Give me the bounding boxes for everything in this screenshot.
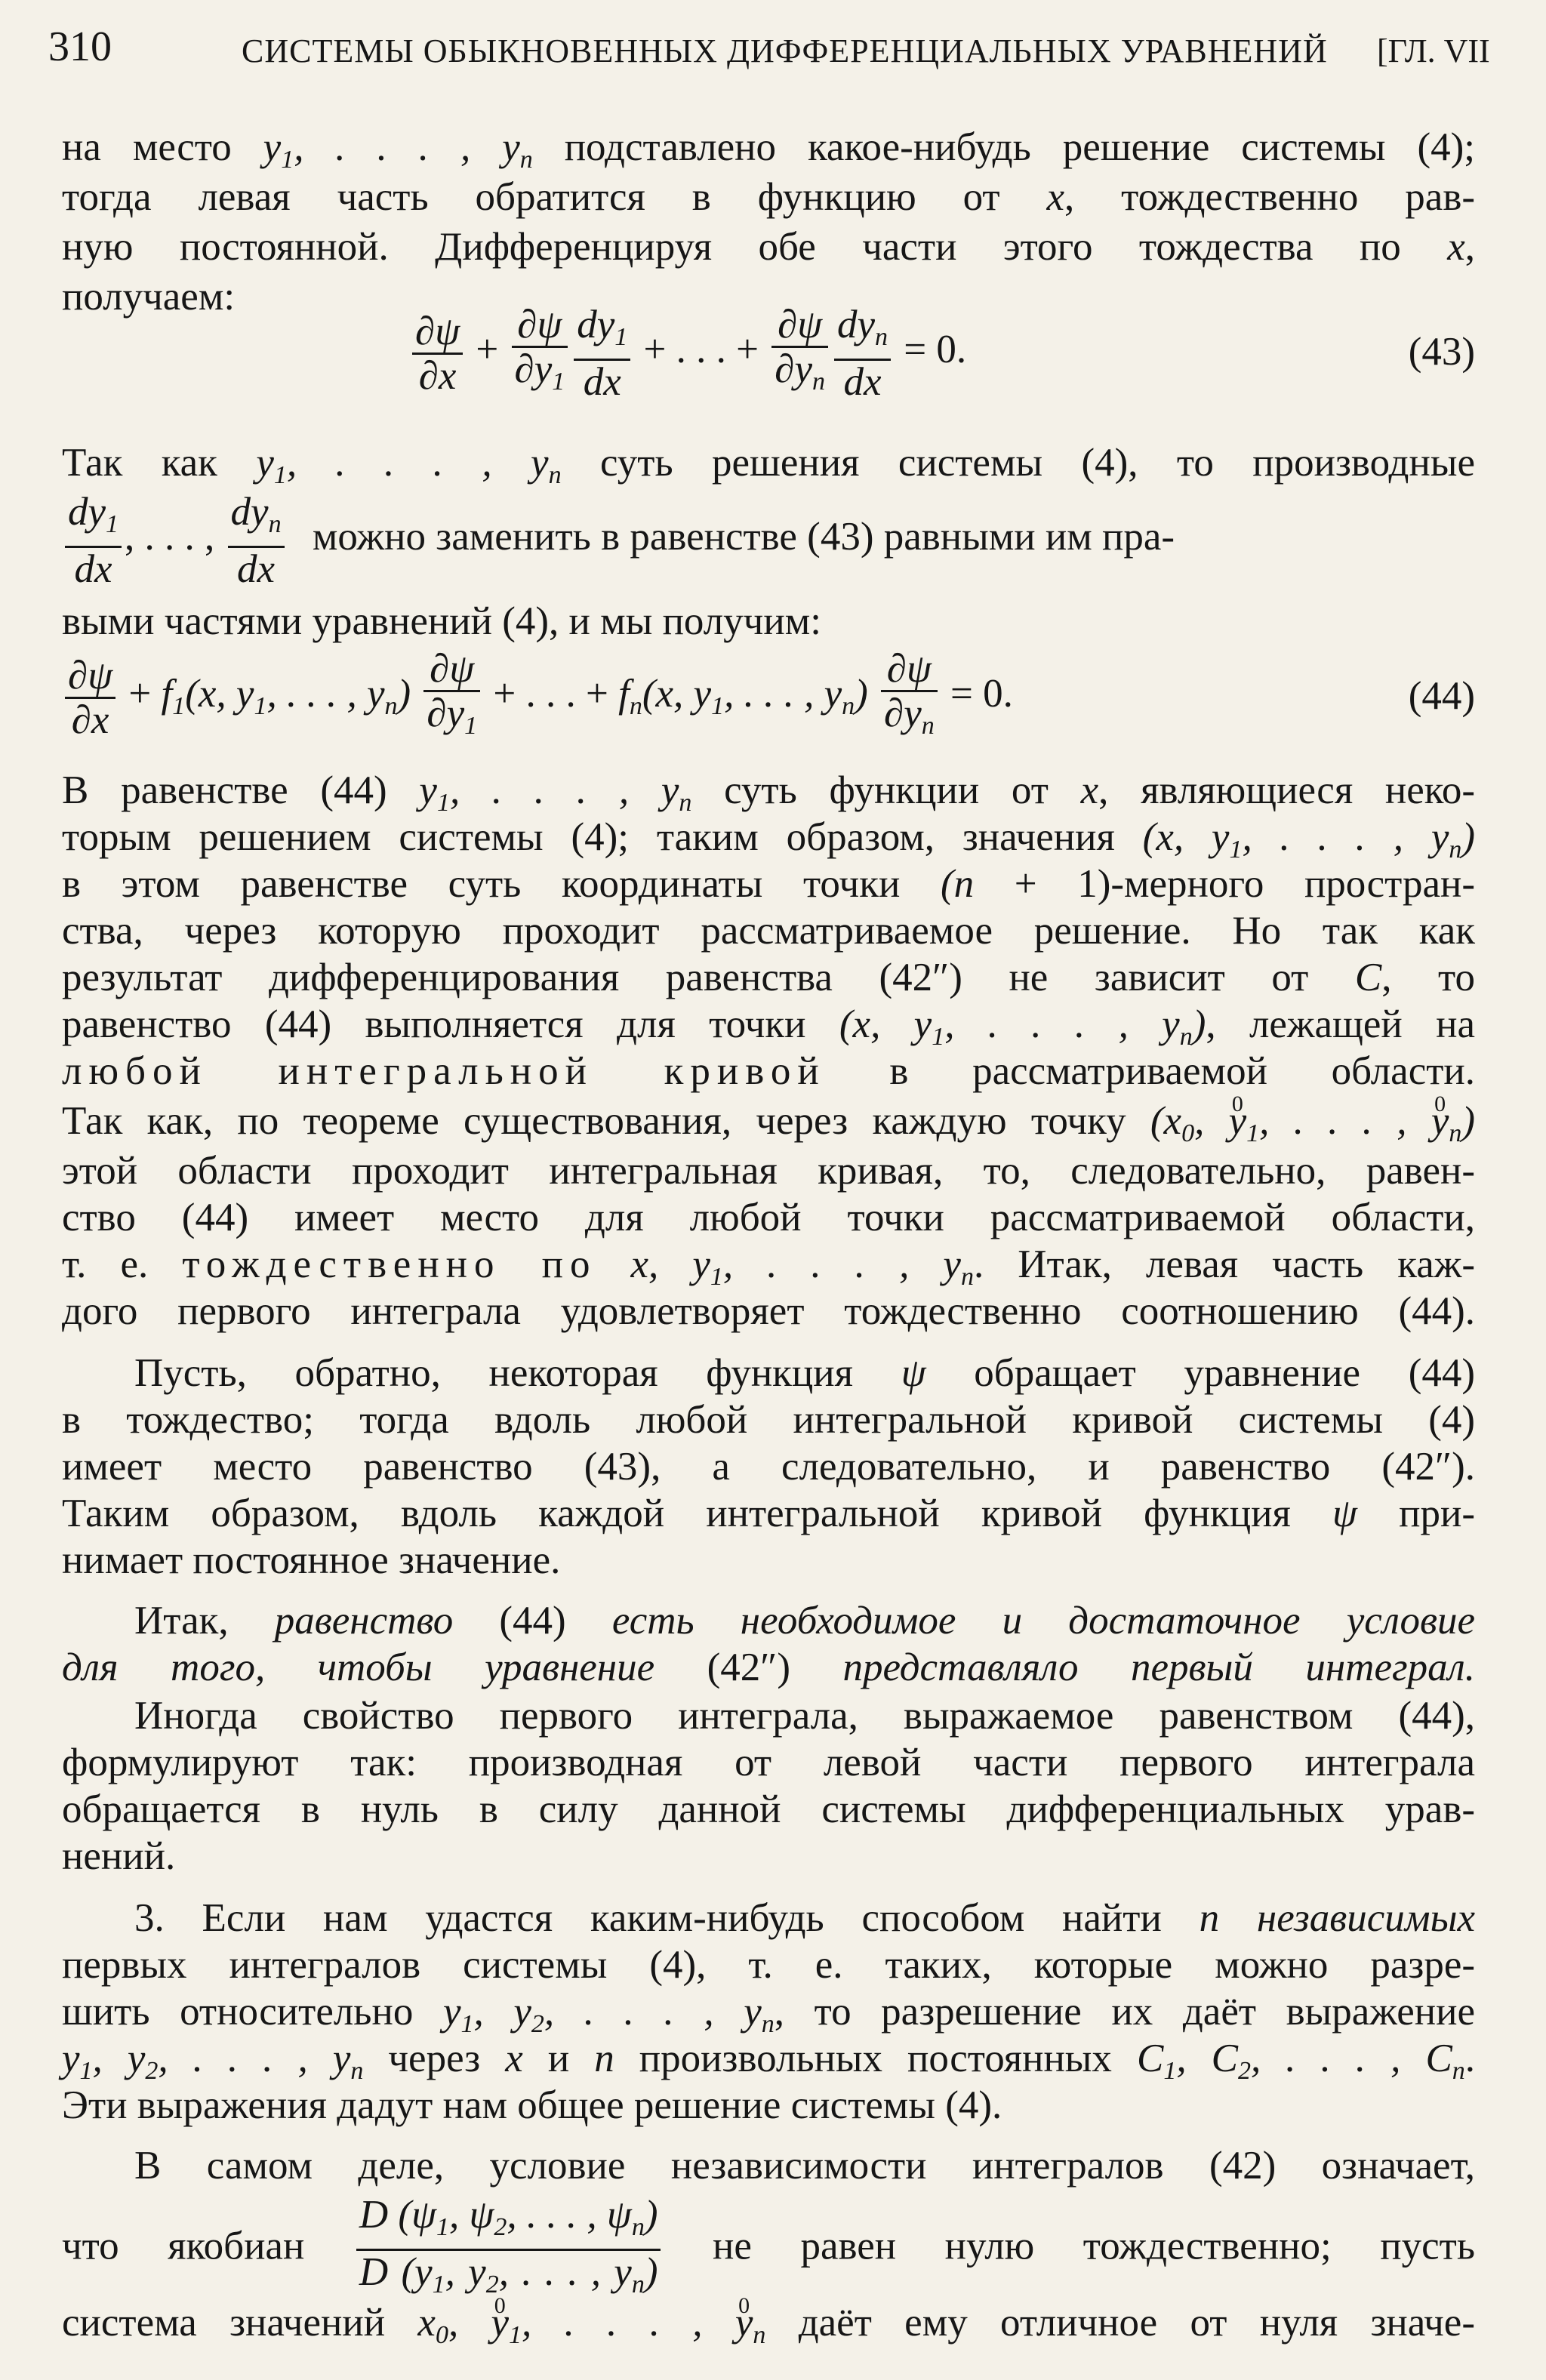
text-line: В равенстве (44) $y_1$, . . . , $y_n$ суть функции от x, являющиеся неко- (62, 768, 1476, 817)
text-line: $y_1$, $y_2$, . . . , $y_n$ через x и n произвольных постоянных $C_1$, $C_2$, . . . , $C_n$. (62, 2037, 1476, 2085)
text-line: Так как $y_1$, . . . , $y_n$ суть решения системы (4), то производные (62, 441, 1476, 489)
text-line: ную постоянной. Дифференцируя обе части этого тождества по x, (62, 225, 1475, 269)
text-line: 3. Если нам удастся каким-нибудь способом найти n независимых (134, 1896, 1475, 1940)
text-line: торым решением системы (4); таким образом, значения (x, $y_1$, . . . , $y_n$) (62, 815, 1475, 864)
text-line: обращается в нуль в силу данной системы дифференциальных урав- (62, 1787, 1475, 1831)
text-line: для того, чтобы уравнение (42″) представляло первый интеграл. (62, 1646, 1476, 1689)
text-line: на место $y_1$, . . . , $y_n$ подставлено какое-нибудь решение системы (4); (62, 125, 1476, 174)
text-line: тогда левая часть обратится в функцию от x, тождественно рав- (62, 175, 1476, 219)
text-line: система значений $x_0$, 0 $y_1$, . . . , 0 $y_n$ даёт ему отличное от нуля значе- (62, 2298, 1475, 2360)
equation-43: $\frac{\partial\psi}{\partial x}$ + $\frac{\partial\psi}{\partial y_1}$ $\frac{dy_1}{dx}$ + . . . + $\frac{\partial\psi}{\partial y_n}$ $\frac{dy_n}{dx}$ = 0. (43) (62, 303, 1475, 402)
text-line: Иногда свойство первого интеграла, выражаемое равенством (44), (134, 1694, 1475, 1738)
text-line: выми частями уравнений (4), и мы получим: (62, 599, 821, 643)
text-line: т. е. тождественно по x, $y_1$, . . . , $y_n$. Итак, левая часть каж- (62, 1242, 1476, 1291)
text-line: Таким образом, вдоль каждой интегральной кривой функция ψ при- (62, 1492, 1476, 1535)
page-number: 310 (48, 23, 112, 70)
text-line: равенство (44) выполняется для точки (x, $y_1$, . . . , $y_n$), лежащей на (62, 1002, 1476, 1051)
equation-number: (44) (1408, 674, 1475, 718)
text-line: этой области проходит интегральная кривая, то, следовательно, равен- (62, 1149, 1475, 1193)
text-line: Итак, равенство (44) есть необходимое и достаточное условие (134, 1599, 1476, 1643)
text-line: В самом деле, условие независимости интегралов (42) означает, (134, 2144, 1475, 2188)
text-line: получаем: (62, 275, 236, 319)
text-line: первых интегралов системы (4), т. е. таких, которые можно разре- (62, 1943, 1475, 1987)
equation-number: (43) (1408, 330, 1475, 374)
text-line: нимает постоянное значение. (62, 1538, 561, 1582)
text-line: формулируют так: производная от левой части первого интеграла (62, 1741, 1475, 1784)
text-line: дого первого интеграла удовлетворяет тождественно соотношению (44). (62, 1289, 1475, 1333)
text-line: шить относительно $y_1$, $y_2$, . . . , $y_n$, то разрешение их даёт выражение (62, 1990, 1475, 2038)
text-line: ство (44) имеет место для любой точки рассматриваемой области, (62, 1196, 1475, 1239)
text-line: результат дифференцирования равенства (42″) не зависит от C, то (62, 956, 1476, 999)
text-line: в тождество; тогда вдоль любой интегральной кривой системы (4) (62, 1398, 1475, 1442)
equation-44: $\frac{\partial\psi}{\partial x}$ + $f_1(x$, $y_1$, . . . , $y_n$) $\frac{\partial\psi}{\partial y_1}$ + . . . + $f_n(x$, $y_1$, . . . , $y_n$) $\frac{\partial\psi}{\partial y_n}$ = 0. (44) (62, 648, 1475, 746)
text-line: в этом равенстве суть координаты точки (n + 1)-мерного простран- (62, 862, 1475, 906)
text-line: имеет место равенство (43), а следовательно, и равенство (42″). (62, 1445, 1475, 1489)
text-line: нений. (62, 1834, 176, 1878)
text-line: что якобиан $\frac{D (\psi_1, \psi_2, . . . , \psi_n)}{D (y_1, y_2, . . . , y_n)}$ не равен нулю тождественно; пусть (62, 2193, 1476, 2298)
text-line: Так как, по теореме существования, через каждую точку ($x_0$, 0 $y_1$, . . . , 0 $y_n$) (62, 1096, 1475, 1159)
text-line: $\frac{dy_1}{dx}$ , . . . , $\frac{dy_n}{dx}$ можно заменить в равенстве (43) равными им пра- (62, 491, 1475, 574)
text-line: Эти выражения дадут нам общее решение системы (4). (62, 2083, 1002, 2127)
running-title: СИСТЕМЫ ОБЫКНОВЕННЫХ ДИФФЕРЕНЦИАЛЬНЫХ УРАВНЕНИЙ (242, 32, 1328, 69)
text-line: любой интегральной кривой в рассматриваемой области. (62, 1049, 1475, 1093)
text-line: Пусть, обратно, некоторая функция ψ обращает уравнение (44) (134, 1351, 1476, 1395)
chapter-label: [ГЛ. VII (1377, 32, 1490, 69)
text-line: ства, через которую проходит рассматриваемое решение. Но так как (62, 909, 1475, 953)
